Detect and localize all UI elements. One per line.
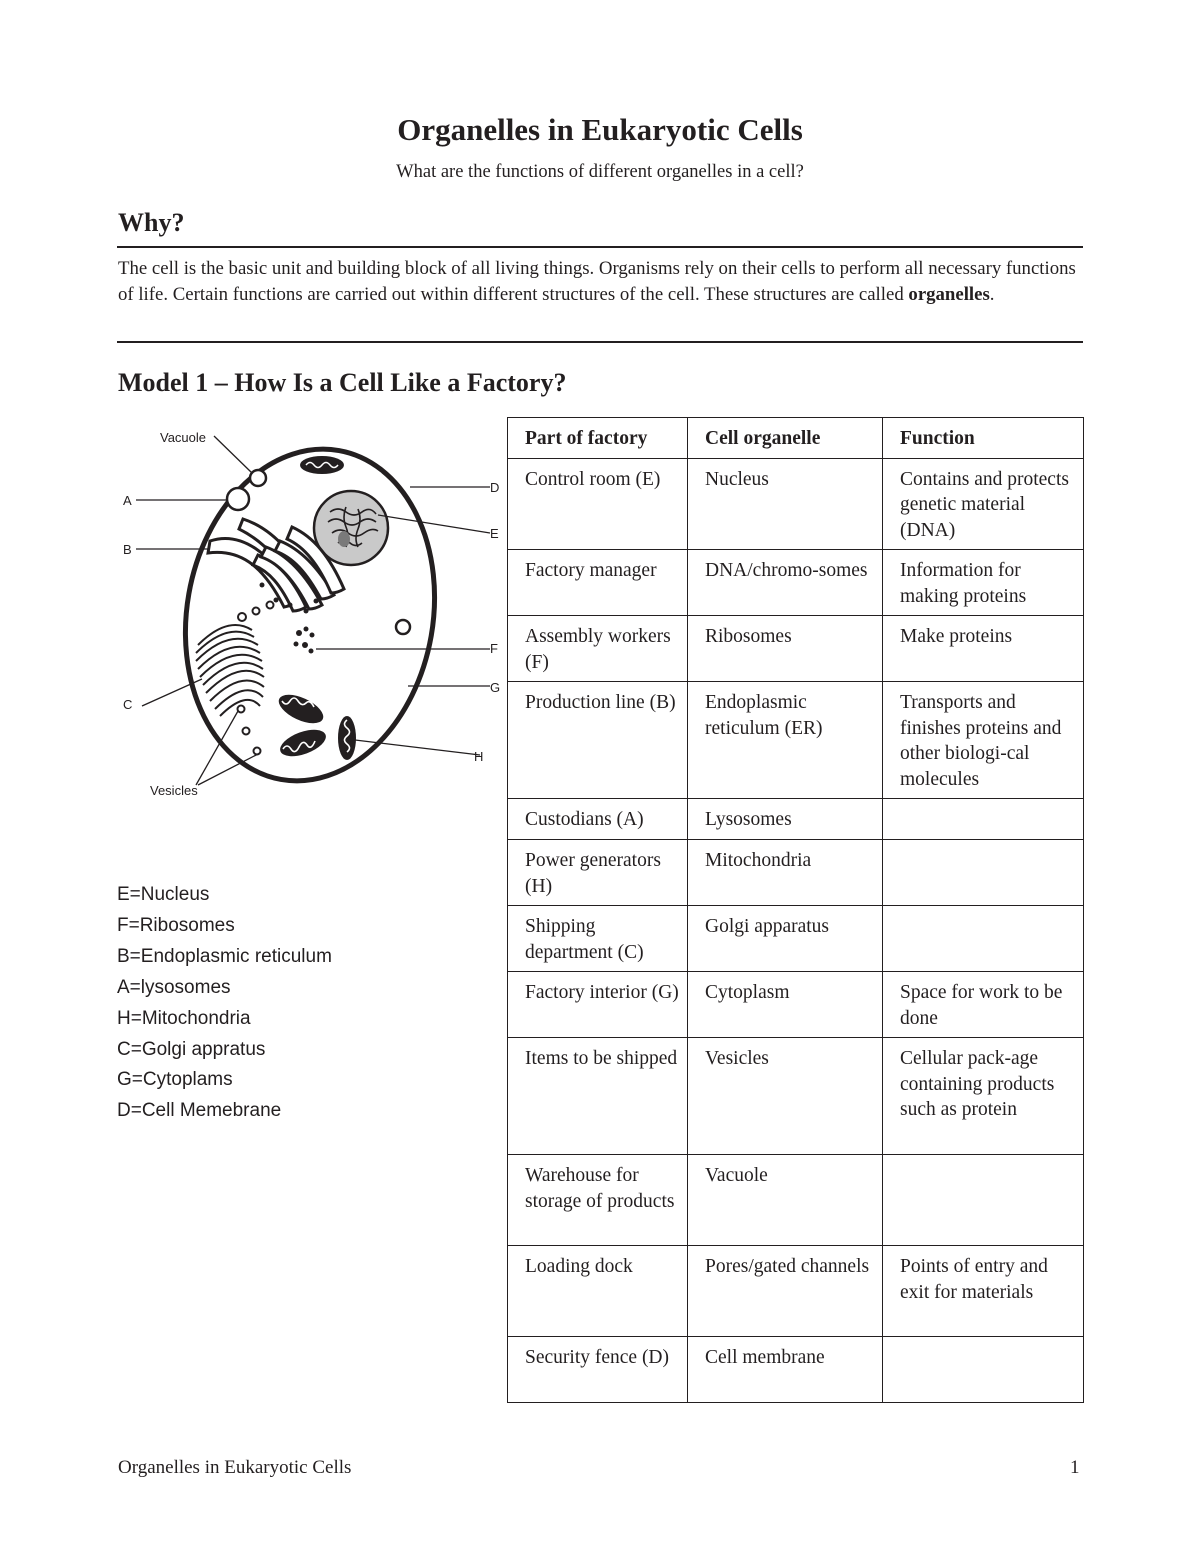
cell-part: Shipping department (C) <box>508 906 688 972</box>
table-row <box>508 906 1084 972</box>
label-f: F <box>490 641 498 656</box>
cell-part: Assembly workers (F) <box>508 616 688 682</box>
cell-function: Transports and finishes proteins and other biologi-cal molecules <box>883 682 1084 799</box>
table-header-row <box>508 418 1084 459</box>
answer-item: A=lysosomes <box>117 976 231 998</box>
label-d: D <box>490 480 500 495</box>
nucleolus-shape <box>338 531 350 547</box>
answer-list <box>117 880 332 1127</box>
footer-title: Organelles in Eukaryotic Cells <box>118 1457 352 1478</box>
cell-part: Items to be shipped <box>508 1038 688 1155</box>
table-row <box>508 682 1084 799</box>
answer-item: C=Golgi appratus <box>117 1038 266 1060</box>
cell-part: Factory manager <box>508 550 688 616</box>
cell-organelle: Mitochondria <box>688 840 883 906</box>
why-paragraph <box>118 256 1083 307</box>
answer-item: D=Cell Memebrane <box>117 1100 282 1122</box>
label-e: E <box>490 526 499 541</box>
cell-function: Points of entry and exit for materials <box>883 1246 1084 1337</box>
table-row <box>508 1337 1084 1403</box>
cell-part: Warehouse for storage of products <box>508 1155 688 1246</box>
cell-part: Loading dock <box>508 1246 688 1337</box>
cell-organelle: Cytoplasm <box>688 972 883 1038</box>
vesicle-shapes <box>238 602 274 622</box>
cell-part: Control room (E) <box>508 458 688 550</box>
free-ribosomes-shape <box>294 627 315 654</box>
divider <box>117 341 1083 343</box>
cell-part: Security fence (D) <box>508 1337 688 1403</box>
page-title: Organelles in Eukaryotic Cells <box>397 112 803 147</box>
divider <box>117 246 1083 248</box>
cell-function <box>883 799 1084 840</box>
table-row <box>508 799 1084 840</box>
answer-item: E=Nucleus <box>117 884 210 905</box>
cell-organelle: Lysosomes <box>688 799 883 840</box>
cell-organelle: Endoplasmic reticulum (ER) <box>688 682 883 799</box>
table-row <box>508 1155 1084 1246</box>
model-heading: Model 1 – How Is a Cell Like a Factory? <box>118 368 567 397</box>
cell-organelle: Nucleus <box>688 458 883 550</box>
cell-function: Information for making proteins <box>883 550 1084 616</box>
table-row <box>508 840 1084 906</box>
cell-part: Factory interior (G) <box>508 972 688 1038</box>
why-bold-term: organelles <box>908 283 990 305</box>
table-row <box>508 550 1084 616</box>
header-part-of-factory: Part of factory <box>508 418 688 459</box>
vesicle-shapes <box>238 706 261 755</box>
cell-function <box>883 840 1084 906</box>
cell-function: Cellular pack-age containing products such as protein <box>883 1038 1084 1155</box>
vacuole-shape <box>250 470 266 486</box>
label-vacuole: Vacuole <box>160 430 207 445</box>
why-heading: Why? <box>118 208 185 237</box>
label-a: A <box>123 493 132 508</box>
cell-part: Production line (B) <box>508 682 688 799</box>
label-h: H <box>474 749 484 764</box>
cell-organelle: Ribosomes <box>688 616 883 682</box>
factory-organelle-table <box>507 417 1084 1403</box>
page-subtitle: What are the functions of different organelles in a cell? <box>396 162 804 182</box>
label-b: B <box>123 542 132 557</box>
cell-function: Make proteins <box>883 616 1084 682</box>
lysosome-shape <box>227 488 249 510</box>
cell-function: Space for work to be done <box>883 972 1084 1038</box>
cell-organelle: Golgi apparatus <box>688 906 883 972</box>
why-text-before: The cell is the basic unit and building block of all living things. Organisms rely on their cells to perform all necessary functions of life. Certain functions are carried out within different structures of the cell. These structures are called <box>118 258 1076 305</box>
header-function: Function <box>883 418 1084 459</box>
answer-item: F=Ribosomes <box>117 914 235 936</box>
cell-diagram <box>110 415 510 815</box>
cell-part: Custodians (A) <box>508 799 688 840</box>
table-row <box>508 458 1084 550</box>
why-text-after: . <box>989 283 995 305</box>
label-c: C <box>123 697 133 712</box>
table-row <box>508 972 1084 1038</box>
mitochondrion-shape <box>275 689 356 762</box>
label-g: G <box>490 680 501 695</box>
cell-organelle: DNA/chromo-somes <box>688 550 883 616</box>
table-row <box>508 616 1084 682</box>
cell-part: Power generators (H) <box>508 840 688 906</box>
table-row <box>508 1246 1084 1337</box>
answer-item: H=Mitochondria <box>117 1007 251 1029</box>
label-vesicles: Vesicles <box>150 783 198 798</box>
cell-function: Contains and protects genetic material (DNA) <box>883 458 1084 550</box>
vacuole-shape <box>396 620 410 634</box>
table-row <box>508 1038 1084 1155</box>
page-number: 1 <box>1070 1457 1080 1478</box>
header-cell-organelle: Cell organelle <box>688 418 883 459</box>
cell-organelle: Cell membrane <box>688 1337 883 1403</box>
cell-organelle: Pores/gated channels <box>688 1246 883 1337</box>
answer-item: B=Endoplasmic reticulum <box>117 945 332 967</box>
answer-item: G=Cytoplams <box>117 1069 233 1091</box>
golgi-apparatus-shape <box>196 625 264 716</box>
cell-function <box>883 1337 1084 1403</box>
cell-function <box>883 906 1084 972</box>
cell-organelle: Vesicles <box>688 1038 883 1155</box>
cell-organelle: Vacuole <box>688 1155 883 1246</box>
cell-function <box>883 1155 1084 1246</box>
